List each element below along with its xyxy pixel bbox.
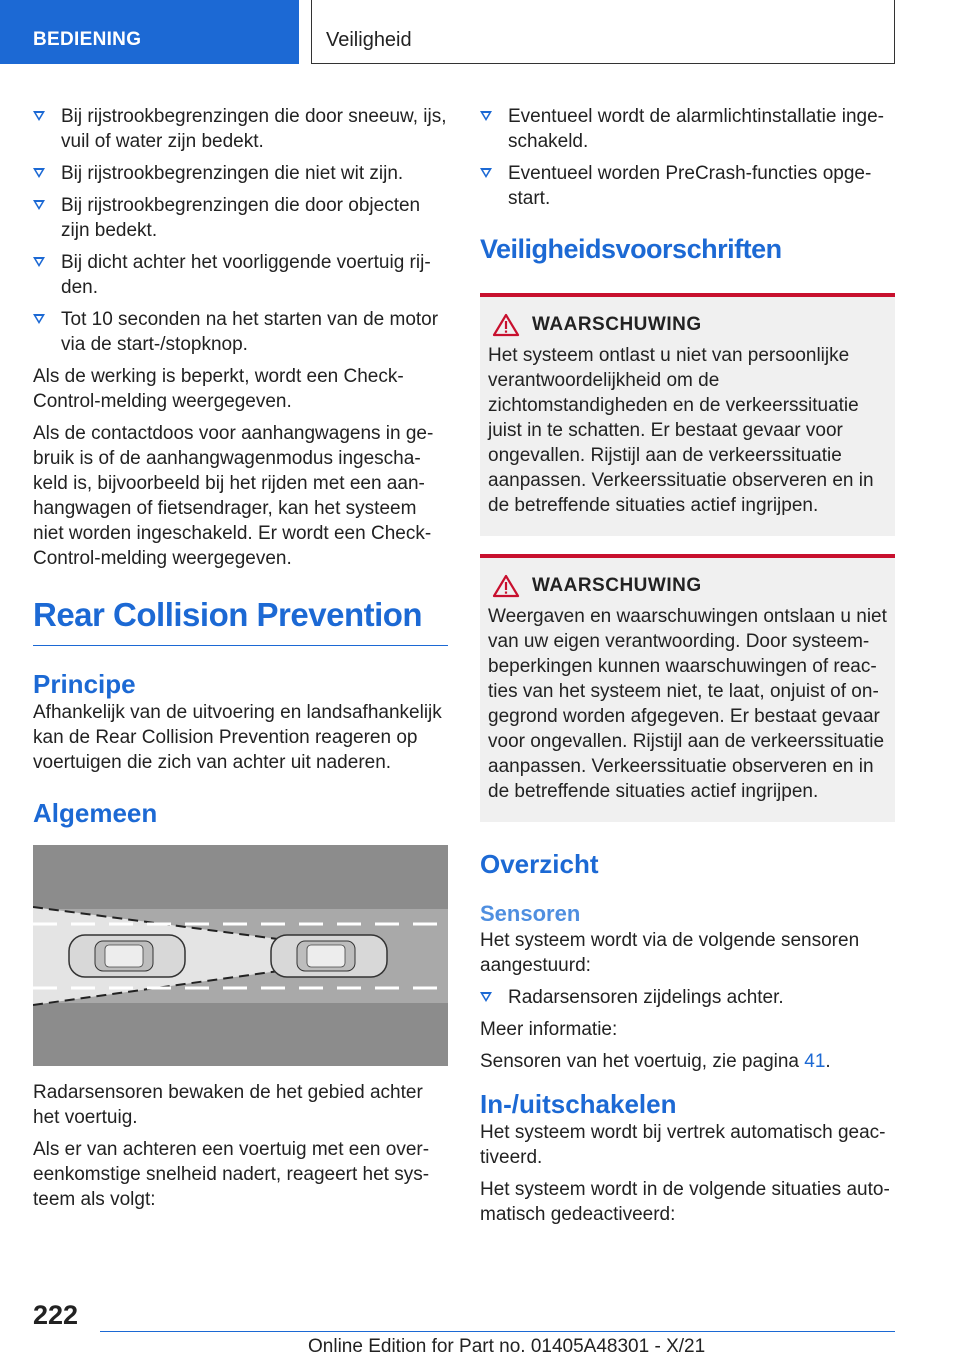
- list-item: Tot 10 seconden na het starten van de motor via de start-/stopknop.: [33, 307, 448, 357]
- figure-caption: Radarsensoren bewaken de het gebied achter het voertuig.: [33, 1082, 423, 1128]
- bullet-triangle-icon: [480, 168, 492, 178]
- subheading-principe: Principe: [33, 669, 136, 699]
- list-item: Eventueel wordt de alarmlichtinstallatie ingeschakeld.: [480, 104, 895, 154]
- page-number: 222: [33, 1300, 79, 1330]
- reaction-list: [480, 104, 895, 211]
- warning-title: WAARSCHUWING: [532, 314, 702, 335]
- left-column: [33, 104, 448, 1219]
- section-tab: [0, 0, 299, 64]
- bullet-triangle-icon: [480, 111, 492, 121]
- footer-divider: [100, 1331, 895, 1332]
- bullet-triangle-icon: [33, 257, 45, 267]
- paragraph: Het systeem wordt via de volgende sensoren aangestuurd:: [480, 930, 860, 976]
- rear-car: [69, 935, 185, 977]
- safety-heading: Veiligheidsvoorschriften: [480, 234, 782, 264]
- list-item: Bij rijstrookbegrenzingen die door objecten zijn bedekt.: [33, 193, 448, 243]
- section-title: BEDIENING: [33, 29, 142, 50]
- paragraph: Als er van achteren een voertuig met een overeenkomstige snelheid nadert, reageert het systeem als volgt:: [33, 1139, 430, 1210]
- page-reference: Sensoren van het voertuig, zie pagina 41.: [480, 1051, 831, 1072]
- warning-triangle-icon: [492, 574, 520, 598]
- page-link[interactable]: 41: [804, 1051, 826, 1072]
- sensor-list: [480, 985, 895, 1010]
- bullet-triangle-icon: [33, 168, 45, 178]
- paragraph: Het systeem wordt bij vertrek automatisch geactiveerd.: [480, 1122, 886, 1168]
- right-column: [480, 104, 895, 1234]
- chapter-header: [311, 0, 895, 64]
- bullet-triangle-icon: [33, 314, 45, 324]
- subheading-algemeen: Algemeen: [33, 798, 158, 828]
- chapter-title: Veiligheid: [326, 29, 412, 51]
- list-item: Bij rijstrookbegrenzingen die door sneeuw, ijs, vuil of water zijn bedekt.: [33, 104, 448, 154]
- bullet-triangle-icon: [480, 992, 492, 1002]
- limitations-list: [33, 104, 448, 357]
- warning-title: WAARSCHUWING: [532, 575, 702, 596]
- subheading-inuit: In-/uitschakelen: [480, 1089, 677, 1119]
- more-info-label: Meer informatie:: [480, 1019, 618, 1040]
- rear-collision-illustration: [33, 845, 448, 1066]
- footer-edition: Online Edition for Part no. 01405A48301 - X/21: [308, 1336, 706, 1357]
- list-item: Eventueel worden PreCrash-functies opgestart.: [480, 161, 895, 211]
- paragraph: Als de werking is beperkt, wordt een Check-Control-melding weergegeven.: [33, 366, 404, 412]
- bullet-triangle-icon: [33, 111, 45, 121]
- road-diagram: [33, 845, 448, 1066]
- subheading-sensoren: Sensoren: [480, 901, 581, 926]
- paragraph: Het systeem wordt in de volgende situaties automatisch gedeactiveerd:: [480, 1179, 890, 1225]
- paragraph: Als de contactdoos voor aanhangwagens in gebruik is of de aanhangwagenmodus ingeschakeld is, bijvoorbeeld bij het rijden met een aanhangwagen of fietsendrager, kan het systeem niet worden ingeschakeld. Er wordt een Check-Control-melding weergegeven.: [33, 423, 434, 569]
- list-item: Bij rijstrookbegrenzingen die niet wit zijn.: [33, 161, 448, 186]
- warning-text: Het systeem ontlast u niet van persoonlijke verantwoordelijkheid om de zichtomstandigheden en de verkeerssituatie juist in te schatten. Er bestaat gevaar voor ongevallen. Rijstijl aan de verkeerssituatie aanpassen. Verkeerssituatie observeren en in de betreffende situaties actief ingrijpen.: [488, 345, 874, 516]
- warning-box: [480, 554, 895, 822]
- bullet-triangle-icon: [33, 200, 45, 210]
- warning-triangle-icon: [492, 313, 520, 337]
- list-item: Radarsensoren zijdelings achter.: [480, 985, 895, 1010]
- paragraph: Afhankelijk van de uitvoering en landsafhankelijk kan de Rear Collision Prevention reageren op voertuigen die zich van achter uit naderen.: [33, 702, 442, 773]
- subheading-overzicht: Overzicht: [480, 849, 599, 879]
- warning-text: Weergaven en waarschuwingen ontslaan u niet van uw eigen verantwoording. Door systeembeperkingen kunnen waarschuwingen of reacties van het systeem niet, te laat, onjuist of ongegrond worden afgegeven. Er bestaat gevaar voor ongevallen. Rijstijl aan de verkeerssituatie aanpassen. Verkeerssituatie observeren en in de betreffende situaties actief ingrijpen.: [488, 606, 887, 802]
- warning-box: [480, 293, 895, 536]
- section-heading: Rear Collision Prevention: [33, 595, 448, 646]
- list-item: Bij dicht achter het voorliggende voertuig rijden.: [33, 250, 448, 300]
- front-car: [271, 935, 387, 977]
